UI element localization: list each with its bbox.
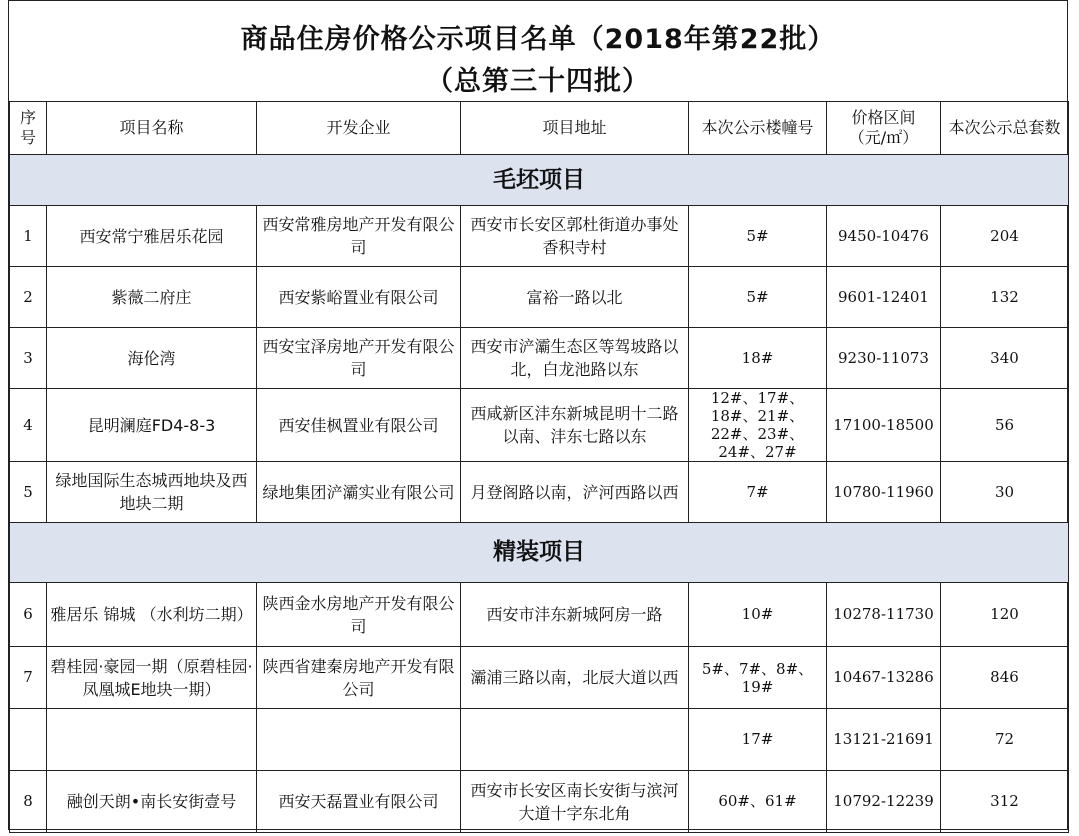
header-row: [10, 102, 1069, 155]
cell-address: 西咸新区沣东新城昆明十二路以南、沣东七路以东: [461, 389, 689, 462]
cell-developer: [257, 709, 461, 771]
cell-price: 10780-11960: [827, 462, 941, 523]
cell-price: 13121-21691: [827, 709, 941, 771]
cell-name: 紫薇二府庄: [47, 267, 257, 328]
table-row: [10, 206, 1069, 267]
price-list-sheet: [8, 0, 1068, 830]
table-row: [10, 583, 1069, 647]
table-row: [10, 328, 1069, 389]
section-row-finished: [10, 523, 1069, 583]
cell-developer: 绿地集团浐灞实业有限公司: [257, 462, 461, 523]
cell-units: 132: [941, 267, 1069, 328]
cell-seq: 6: [10, 583, 47, 647]
table-row: [10, 462, 1069, 523]
section-rough-label: 毛坯项目: [10, 155, 1069, 206]
cell-seq: 2: [10, 267, 47, 328]
cell-seq: [10, 709, 47, 771]
header-price: [827, 102, 941, 155]
cell-units: 846: [941, 647, 1069, 709]
cell-price: 10278-11730: [827, 583, 941, 647]
cell-seq: 3: [10, 328, 47, 389]
cell-buildings: 7#: [689, 462, 827, 523]
document-title: 商品住房价格公示项目名单（2018年第22批）: [240, 24, 836, 55]
cell-buildings: 18#: [689, 328, 827, 389]
cell-price: 9230-11073: [827, 328, 941, 389]
cell-address: 灞浦三路以南，北辰大道以西: [461, 647, 689, 709]
cell-buildings: 5#: [689, 206, 827, 267]
cell-name: 雅居乐 锦城 （水利坊二期）: [47, 583, 257, 647]
cell-name: 融创天朗•南长安街壹号: [47, 771, 257, 833]
cell-name: 碧桂园·豪园一期（原碧桂园·凤凰城E地块一期）: [47, 647, 257, 709]
cell-seq: 1: [10, 206, 47, 267]
cell-price: 9601-12401: [827, 267, 941, 328]
cell-address: 西安市长安区南长安街与滨河大道十字东北角: [461, 771, 689, 833]
cell-units: 312: [941, 771, 1069, 833]
cell-name: 绿地国际生态城西地块及西地块二期: [47, 462, 257, 523]
project-table: [9, 101, 1069, 833]
cell-developer: 西安天磊置业有限公司: [257, 771, 461, 833]
cell-units: 56: [941, 389, 1069, 462]
cell-units: 72: [941, 709, 1069, 771]
cell-address: [461, 709, 689, 771]
cell-address: 西安市长安区郭杜街道办事处香积寺村: [461, 206, 689, 267]
cell-developer: 陕西省建秦房地产开发有限公司: [257, 647, 461, 709]
cell-name: [47, 709, 257, 771]
header-buildings: 本次公示楼幢号: [689, 102, 827, 155]
cell-price: 10792-12239: [827, 771, 941, 833]
header-address: 项目地址: [461, 102, 689, 155]
cell-developer: 西安佳枫置业有限公司: [257, 389, 461, 462]
table-row: [10, 647, 1069, 709]
table-row: [10, 267, 1069, 328]
cell-buildings: 5#: [689, 267, 827, 328]
header-price-line2: （元/㎡）: [848, 128, 919, 147]
cell-buildings: 10#: [689, 583, 827, 647]
table-row: [10, 771, 1069, 833]
cell-units: 340: [941, 328, 1069, 389]
cell-price: 9450-10476: [827, 206, 941, 267]
cell-units: 204: [941, 206, 1069, 267]
cell-name: 昆明澜庭FD4-8-3: [47, 389, 257, 462]
cell-address: 月登阁路以南，浐河西路以西: [461, 462, 689, 523]
cell-developer: 西安常雅房地产开发有限公司: [257, 206, 461, 267]
cell-address: 富裕一路以北: [461, 267, 689, 328]
cell-buildings: 5#、7#、8#、19#: [689, 647, 827, 709]
cell-developer: 西安紫峪置业有限公司: [257, 267, 461, 328]
cell-address: 西安市沣东新城阿房一路: [461, 583, 689, 647]
section-row-rough: [10, 155, 1069, 206]
cell-price: 10467-13286: [827, 647, 941, 709]
table-row: [10, 389, 1069, 462]
header-price-line1: 价格区间: [851, 108, 916, 127]
cell-buildings: 17#: [689, 709, 827, 771]
cell-seq: 8: [10, 771, 47, 833]
table-row: [10, 709, 1069, 771]
cell-buildings: 12#、17#、18#、21#、22#、23#、24#、27#: [689, 389, 827, 462]
header-units: 本次公示总套数: [941, 102, 1069, 155]
header-name: 项目名称: [47, 102, 257, 155]
cell-developer: 西安宝泽房地产开发有限公司: [257, 328, 461, 389]
section-finished-label: 精装项目: [10, 523, 1069, 583]
cell-seq: 5: [10, 462, 47, 523]
cell-developer: 陕西金水房地产开发有限公司: [257, 583, 461, 647]
cell-buildings: 60#、61#: [689, 771, 827, 833]
header-developer: 开发企业: [257, 102, 461, 155]
cell-name: 海伦湾: [47, 328, 257, 389]
cell-units: 30: [941, 462, 1069, 523]
cell-units: 120: [941, 583, 1069, 647]
cell-seq: 4: [10, 389, 47, 462]
cell-address: 西安市浐灞生态区等驾坡路以北，白龙池路以东: [461, 328, 689, 389]
cell-price: 17100-18500: [827, 389, 941, 462]
cell-seq: 7: [10, 647, 47, 709]
header-seq: 序号: [10, 102, 47, 155]
cell-name: 西安常宁雅居乐花园: [47, 206, 257, 267]
document-subtitle: （总第三十四批）: [426, 66, 650, 97]
